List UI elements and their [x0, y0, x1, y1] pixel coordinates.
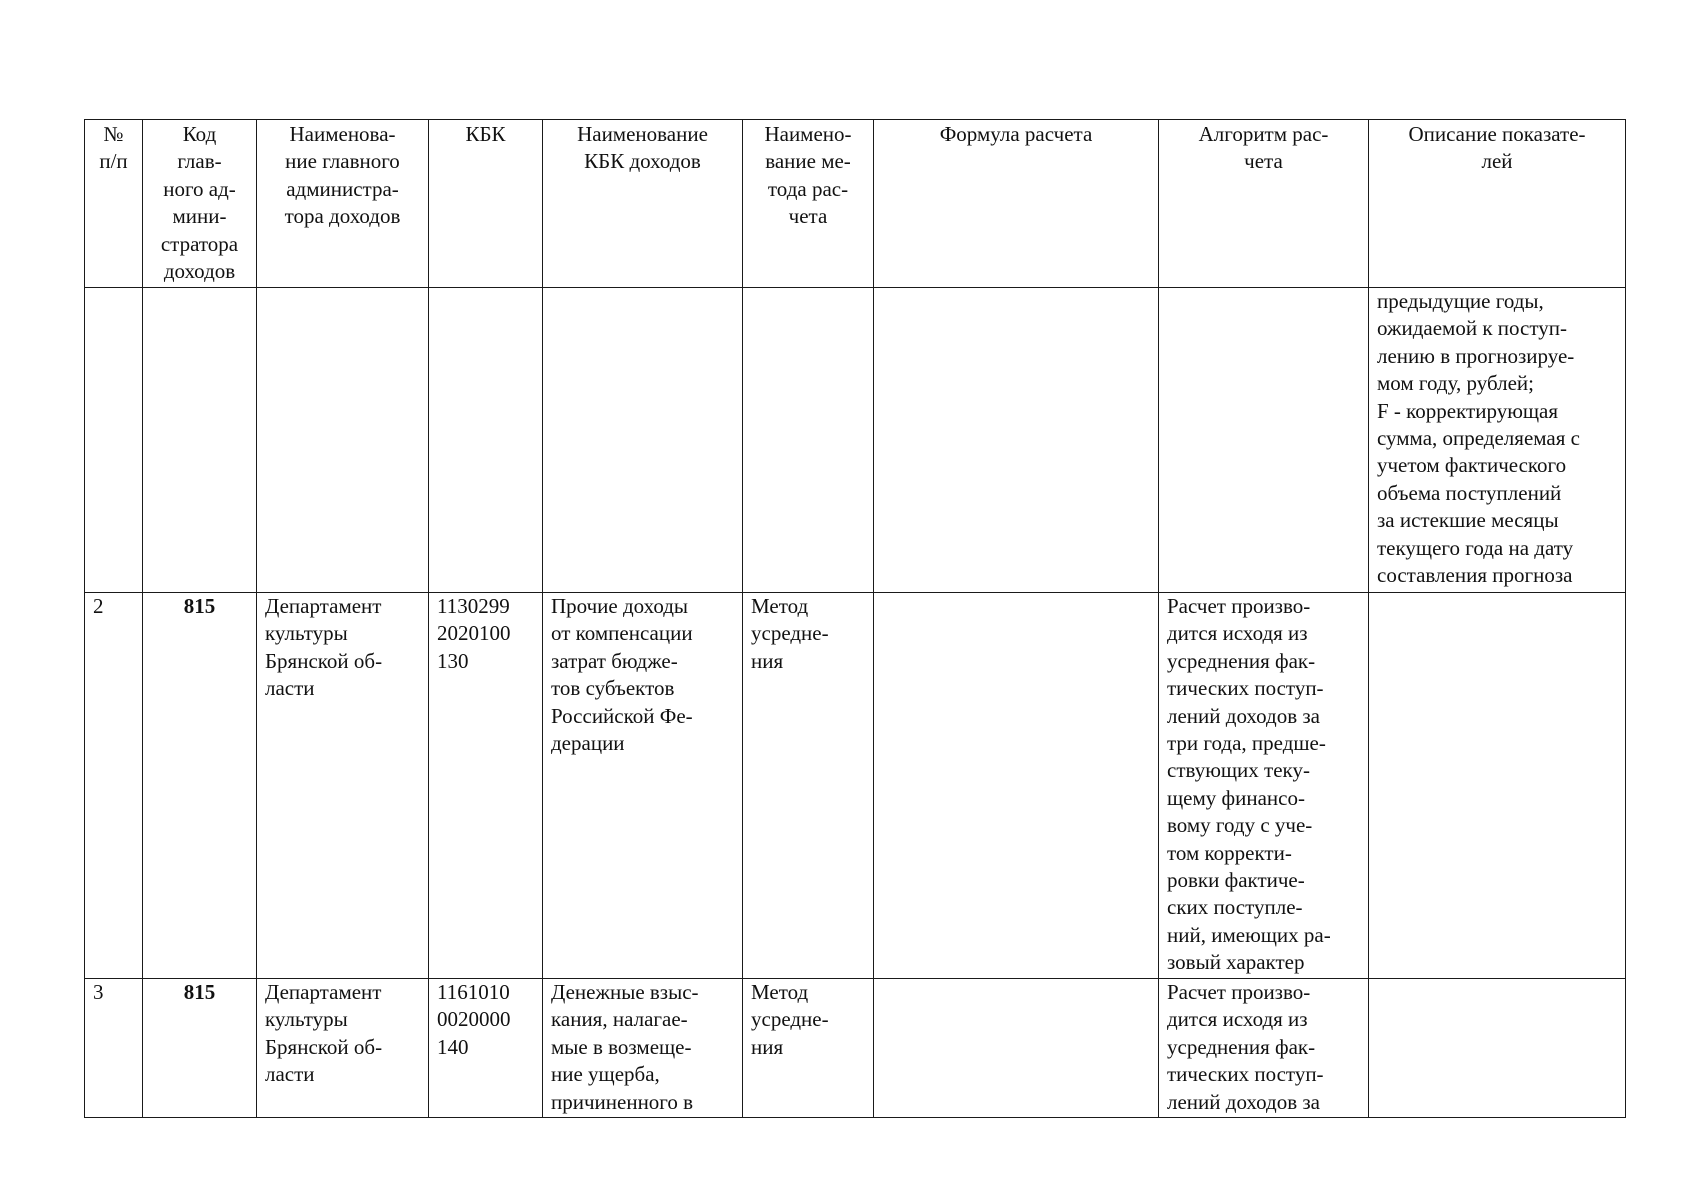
header-num: № п/п	[85, 120, 143, 288]
cell-algorithm	[1159, 288, 1369, 593]
header-admin-name: Наименова- ние главного администра- тора доходов	[257, 120, 429, 288]
cell-kbk	[429, 288, 543, 593]
cell-method: Метод усредне- ния	[743, 979, 874, 1118]
header-formula: Формула расчета	[874, 120, 1159, 288]
cell-kbk: 1161010 0020000 140	[429, 979, 543, 1118]
table-row	[85, 593, 1626, 979]
header-kbk-name: Наименование КБК доходов	[543, 120, 743, 288]
table-row	[85, 288, 1626, 593]
revenue-forecast-table	[84, 119, 1626, 1118]
header-algorithm: Алгоритм рас- чета	[1159, 120, 1369, 288]
cell-formula	[874, 979, 1159, 1118]
cell-num: 2	[85, 593, 143, 979]
cell-description: предыдущие годы, ожидаемой к поступ- лению в прогнозируе- мом году, рублей; F - корректирующая сумма, определяемая с учетом фактического объема поступлений за истекшие месяцы текущего года на дату составления прогноза	[1369, 288, 1626, 593]
cell-algorithm: Расчет произво- дится исходя из усреднения фак- тических поступ- лений доходов за	[1159, 979, 1369, 1118]
cell-admin-code: 815	[143, 979, 257, 1118]
cell-formula	[874, 593, 1159, 979]
cell-method	[743, 288, 874, 593]
header-admin-code: Код глав- ного ад- мини- стратора доходов	[143, 120, 257, 288]
table-header-row	[85, 120, 1626, 288]
cell-formula	[874, 288, 1159, 593]
cell-algorithm: Расчет произво- дится исходя из усреднения фак- тических поступ- лений доходов за три года, предше- ствующих теку- щему финансо- вому году с уче- том корректи- ровки фактиче- ских поступле- ний, имеющих ра- зовый характер	[1159, 593, 1369, 979]
cell-admin-code: 815	[143, 593, 257, 979]
header-kbk: КБК	[429, 120, 543, 288]
table-row	[85, 979, 1626, 1118]
cell-num	[85, 288, 143, 593]
cell-kbk-name: Прочие доходы от компенсации затрат бюдже- тов субъектов Российской Фе- дерации	[543, 593, 743, 979]
cell-kbk-name: Денежные взыс- кания, налагае- мые в возмеще- ние ущерба, причиненного в	[543, 979, 743, 1118]
cell-description	[1369, 979, 1626, 1118]
revenue-forecast-table-container	[84, 119, 1625, 1118]
header-method: Наимено- вание ме- тода рас- чета	[743, 120, 874, 288]
cell-description	[1369, 593, 1626, 979]
cell-admin-code	[143, 288, 257, 593]
cell-kbk-name	[543, 288, 743, 593]
cell-admin-name	[257, 288, 429, 593]
cell-method: Метод усредне- ния	[743, 593, 874, 979]
cell-admin-name: Департамент культуры Брянской об- ласти	[257, 593, 429, 979]
cell-num: 3	[85, 979, 143, 1118]
header-description: Описание показате- лей	[1369, 120, 1626, 288]
cell-admin-name: Департамент культуры Брянской об- ласти	[257, 979, 429, 1118]
cell-kbk: 1130299 2020100 130	[429, 593, 543, 979]
